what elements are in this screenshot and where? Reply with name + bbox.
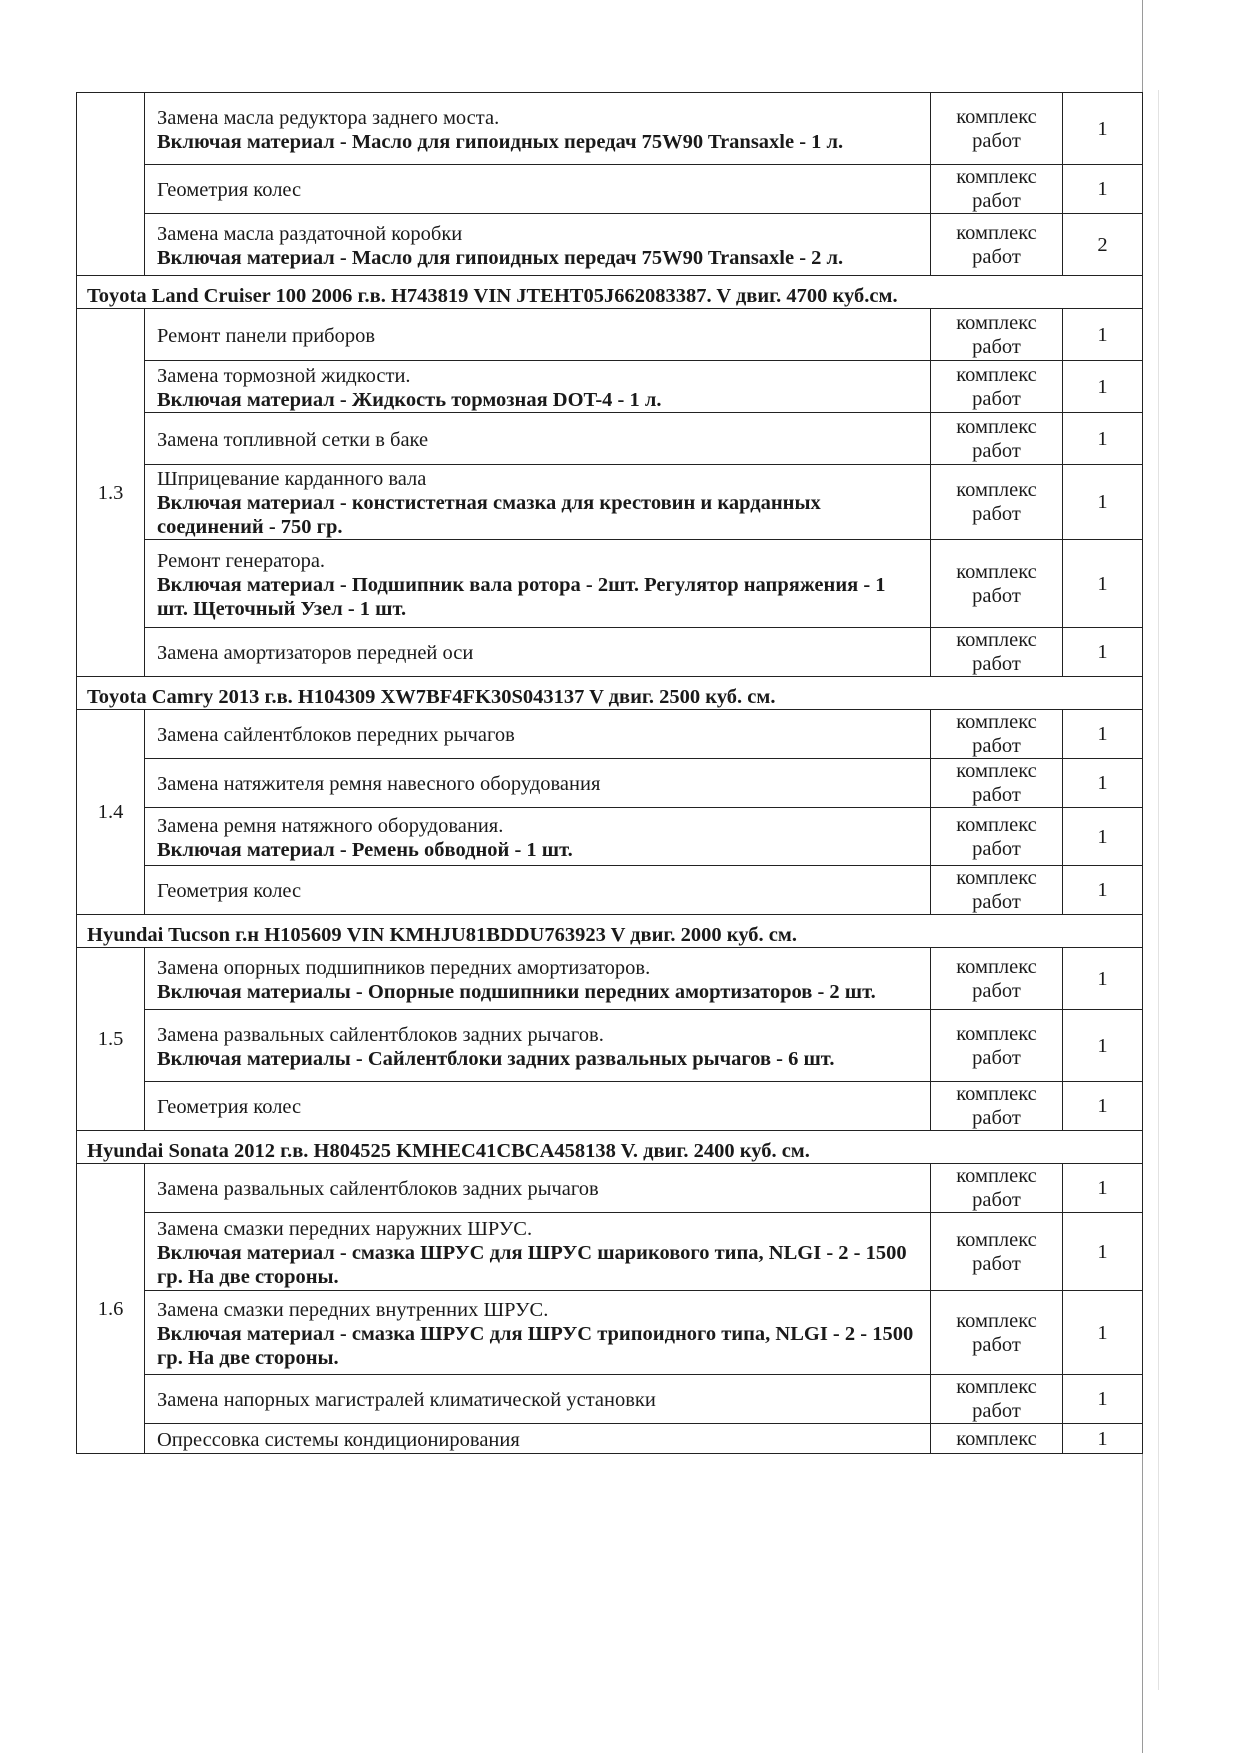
work-name: Замена амортизаторов передней оси	[157, 642, 474, 664]
table-row	[77, 1424, 1143, 1454]
work-quantity: 1	[1063, 1164, 1143, 1213]
vehicle-section-header	[77, 1131, 1143, 1164]
work-description	[145, 1291, 931, 1375]
work-description	[145, 948, 931, 1010]
work-quantity: 1	[1063, 759, 1143, 808]
work-unit: комплекс работ	[931, 93, 1063, 165]
work-name: Замена смазки передних внутренних ШРУС.	[157, 1298, 549, 1321]
work-unit: комплекс работ	[931, 948, 1063, 1010]
work-quantity: 1	[1063, 948, 1143, 1010]
item-number	[77, 93, 145, 276]
table-row	[77, 309, 1143, 361]
work-unit: комплекс работ	[931, 1375, 1063, 1424]
item-number: 1.5	[77, 948, 145, 1131]
work-name: Замена смазки передних наружних ШРУС.	[157, 1217, 533, 1240]
work-description	[145, 1010, 931, 1082]
table-row	[77, 948, 1143, 1010]
work-description	[145, 866, 931, 915]
table-row	[77, 1010, 1143, 1082]
work-quantity: 1	[1063, 1375, 1143, 1424]
work-unit: комплекс работ	[931, 465, 1063, 540]
work-quantity: 2	[1063, 214, 1143, 276]
work-quantity: 1	[1063, 413, 1143, 465]
work-description	[145, 165, 931, 214]
table-row	[77, 628, 1143, 677]
work-quantity: 1	[1063, 93, 1143, 165]
table-row	[77, 759, 1143, 808]
scan-shadow-line	[1158, 90, 1159, 1690]
work-material: Включая материал - Масло для гипоидных передач 75W90 Transaxle - 1 л.	[157, 130, 844, 153]
work-unit: комплекс работ	[931, 1291, 1063, 1375]
work-unit: комплекс работ	[931, 361, 1063, 413]
work-description	[145, 1082, 931, 1131]
work-name: Замена развальных сайлентблоков задних рычагов	[157, 1178, 599, 1200]
item-number: 1.6	[77, 1164, 145, 1454]
work-name: Замена масла раздаточной коробки	[157, 222, 463, 245]
work-quantity: 1	[1063, 361, 1143, 413]
work-material: Включая материал - Подшипник вала ротора - 2шт. Регулятор напряжения - 1 шт. Щеточный Узел - 1 шт.	[157, 573, 886, 620]
work-description	[145, 808, 931, 866]
table-row	[77, 1082, 1143, 1131]
table-row	[77, 710, 1143, 759]
work-unit: комплекс	[931, 1424, 1063, 1454]
item-number: 1.3	[77, 309, 145, 677]
work-name: Ремонт панели приборов	[157, 324, 376, 347]
work-name: Геометрия колес	[157, 880, 302, 902]
table-row	[77, 540, 1143, 628]
work-material: Включая материал - Жидкость тормозная DOT-4 - 1 л.	[157, 388, 662, 411]
work-description	[145, 759, 931, 808]
work-description	[145, 361, 931, 413]
work-description	[145, 1164, 931, 1213]
work-name: Замена напорных магистралей климатической установки	[157, 1389, 656, 1411]
work-quantity: 1	[1063, 866, 1143, 915]
work-quantity: 1	[1063, 710, 1143, 759]
work-material: Включая материал - констистетная смазка для крестовин и карданных соединений - 750 гр.	[157, 492, 821, 538]
work-material: Включая материал - Ремень обводной - 1 шт.	[157, 838, 573, 861]
work-material: Включая материалы - Опорные подшипники передних амортизаторов - 2 шт.	[157, 980, 876, 1003]
work-material: Включая материал - Масло для гипоидных передач 75W90 Transaxle - 2 л.	[157, 246, 844, 269]
work-unit: комплекс работ	[931, 628, 1063, 677]
table-row	[77, 413, 1143, 465]
work-unit: комплекс работ	[931, 1213, 1063, 1291]
work-name: Шприцевание карданного вала	[157, 468, 427, 490]
work-unit: комплекс работ	[931, 540, 1063, 628]
work-unit: комплекс работ	[931, 165, 1063, 214]
work-quantity: 1	[1063, 540, 1143, 628]
table-row	[77, 1375, 1143, 1424]
work-quantity: 1	[1063, 1424, 1143, 1454]
work-unit: комплекс работ	[931, 710, 1063, 759]
work-unit: комплекс работ	[931, 808, 1063, 866]
vehicle-section-header	[77, 276, 1143, 309]
table-row	[77, 1291, 1143, 1375]
table-row	[77, 1213, 1143, 1291]
work-name: Замена опорных подшипников передних амортизаторов.	[157, 956, 651, 979]
work-quantity: 1	[1063, 1291, 1143, 1375]
work-quantity: 1	[1063, 628, 1143, 677]
work-unit: комплекс работ	[931, 413, 1063, 465]
table-row	[77, 465, 1143, 540]
vehicle-title: Hyundai Sonata 2012 г.в. Н804525 KMHEC41CBCA458138 V. двиг. 2400 куб. см.	[77, 1131, 1143, 1164]
works-table	[76, 92, 1143, 1454]
vehicle-title: Hyundai Tucson г.н Н105609 VIN KMHJU81BDDU763923 V двиг. 2000 куб. см.	[77, 915, 1143, 948]
table-row	[77, 93, 1143, 165]
work-quantity: 1	[1063, 1082, 1143, 1131]
vehicle-section-header	[77, 677, 1143, 710]
work-description	[145, 413, 931, 465]
work-name: Замена натяжителя ремня навесного оборудования	[157, 773, 601, 795]
table-row	[77, 165, 1143, 214]
work-description	[145, 1424, 931, 1454]
work-description	[145, 1375, 931, 1424]
work-unit: комплекс работ	[931, 866, 1063, 915]
work-name: Замена ремня натяжного оборудования.	[157, 814, 504, 837]
work-description	[145, 93, 931, 165]
work-description	[145, 309, 931, 361]
work-description	[145, 628, 931, 677]
work-name: Геометрия колес	[157, 179, 302, 201]
table-row	[77, 866, 1143, 915]
work-description	[145, 710, 931, 759]
table-row	[77, 214, 1143, 276]
work-description	[145, 465, 931, 540]
work-name: Геометрия колес	[157, 1096, 302, 1118]
work-unit: комплекс работ	[931, 1010, 1063, 1082]
vehicle-section-header	[77, 915, 1143, 948]
work-quantity: 1	[1063, 1010, 1143, 1082]
work-description	[145, 540, 931, 628]
work-name: Замена масла редуктора заднего моста.	[157, 106, 500, 129]
work-material: Включая материал - смазка ШРУС для ШРУС шарикового типа, NLGI - 2 - 1500 гр. На две стороны.	[157, 1241, 907, 1288]
works-table-body	[77, 93, 1143, 1454]
work-quantity: 1	[1063, 309, 1143, 361]
work-name: Ремонт генератора.	[157, 549, 326, 572]
table-row	[77, 361, 1143, 413]
work-name: Замена тормозной жидкости.	[157, 364, 411, 387]
work-quantity: 1	[1063, 808, 1143, 866]
work-unit: комплекс работ	[931, 1082, 1063, 1131]
work-name: Опрессовка системы кондиционирования	[157, 1428, 520, 1451]
work-unit: комплекс работ	[931, 214, 1063, 276]
vehicle-title: Toyota Land Cruiser 100 2006 г.в. Н743819 VIN JTEHT05J662083387. V двиг. 4700 куб.см.	[77, 276, 1143, 309]
work-description	[145, 1213, 931, 1291]
work-material: Включая материалы - Сайлентблоки задних развальных рычагов - 6 шт.	[157, 1047, 835, 1070]
vehicle-title: Toyota Camry 2013 г.в. Н104309 XW7BF4FK30S043137 V двиг. 2500 куб. см.	[77, 677, 1143, 710]
item-number: 1.4	[77, 710, 145, 915]
work-unit: комплекс работ	[931, 1164, 1063, 1213]
work-unit: комплекс работ	[931, 309, 1063, 361]
work-quantity: 1	[1063, 1213, 1143, 1291]
table-row	[77, 808, 1143, 866]
work-name: Замена топливной сетки в баке	[157, 428, 429, 451]
table-row	[77, 1164, 1143, 1213]
work-quantity: 1	[1063, 165, 1143, 214]
work-description	[145, 214, 931, 276]
work-material: Включая материал - смазка ШРУС для ШРУС трипоидного типа, NLGI - 2 - 1500 гр. На две стороны.	[157, 1322, 914, 1369]
work-name: Замена развальных сайлентблоков задних рычагов.	[157, 1023, 604, 1046]
work-quantity: 1	[1063, 465, 1143, 540]
work-name: Замена сайлентблоков передних рычагов	[157, 724, 515, 746]
work-unit: комплекс работ	[931, 759, 1063, 808]
